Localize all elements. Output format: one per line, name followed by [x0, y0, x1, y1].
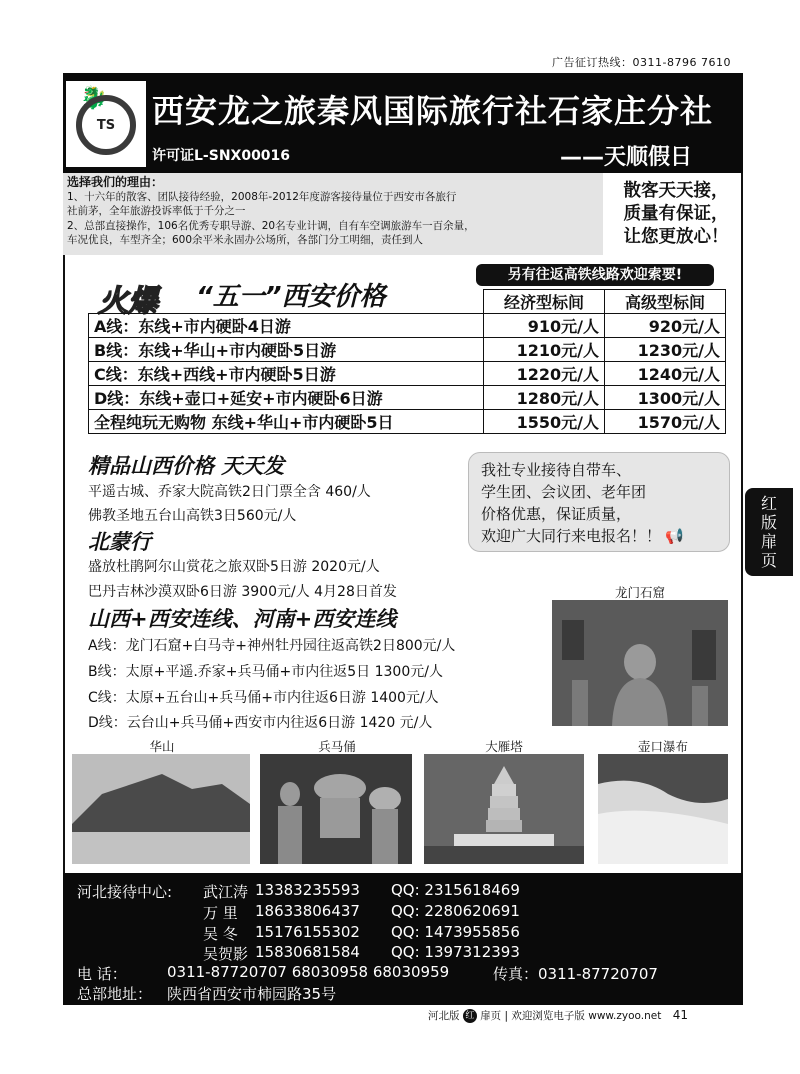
economy-price: 1210元/人 — [484, 338, 605, 362]
longmen-grottoes-image — [552, 600, 728, 726]
slogan-line: 散客天天接， — [623, 181, 729, 201]
huashan-caption: 华山 — [149, 739, 175, 754]
info-line: 欢迎广大同行来电报名！！ 📢 — [481, 527, 684, 545]
reason-line: 车况优良，车型齐全；600余平米永固办公场所，各部门分工明细，责任到人 — [67, 234, 424, 246]
separator: | — [504, 1010, 509, 1022]
contact-qq: QQ: 2315618469 — [391, 881, 520, 899]
megaphone-icon: 📢 — [665, 527, 684, 545]
side-tab-char: 页 — [760, 551, 777, 570]
reasons-box — [63, 173, 603, 255]
beimeng-line: 盛放杜鹃阿尔山赏花之旅双卧5日游 2020元/人 — [88, 559, 380, 575]
route-cell: D线：东线+壶口+延安+市内硬卧6日游 — [89, 386, 484, 410]
welcome-text: 欢迎浏览电子版 www.zyoo.net — [511, 1010, 662, 1022]
reason-line: 社前茅，全年旅游投诉率低于千分之一 — [67, 205, 246, 217]
premium-price: 1240元/人 — [605, 362, 726, 386]
combo-line: C线：太原+五台山+兵马俑+市内往返6日游 1400元/人 — [88, 690, 439, 706]
table-row — [89, 386, 726, 410]
table-row — [89, 314, 726, 338]
contact-name: 武江涛 — [203, 883, 249, 901]
contact-name: 吴 冬 — [203, 925, 238, 943]
table-row — [89, 338, 726, 362]
may-day-title: “五一”西安价格 — [196, 282, 386, 312]
contact-phone: 18633806437 — [255, 902, 360, 920]
hukou-photo — [598, 754, 728, 864]
side-tab — [745, 488, 793, 576]
hot-label: 火爆 — [98, 284, 158, 319]
page-footer — [428, 1008, 688, 1023]
table-row — [89, 410, 726, 434]
shanxi-line: 平遥古城、乔家大院高铁2日门票全含 460/人 — [88, 484, 371, 500]
dayanta-photo — [424, 754, 584, 864]
price-table-header — [89, 290, 726, 314]
premium-price: 1570元/人 — [605, 410, 726, 434]
ad-hotline: 广告征订热线：0311-8796 7610 — [552, 56, 731, 69]
contact-qq: QQ: 1473955856 — [391, 923, 520, 941]
company-name: 西安龙之旅秦风国际旅行社石家庄分社 — [152, 92, 714, 130]
combo-line: A线：龙门石窟+白马寺+神州牡丹园往返高铁2日800元/人 — [88, 638, 456, 654]
reason-line: 1、十六年的散客、团队接待经验，2008年-2012年度游客接待量位于西安市各旅行 — [67, 190, 457, 203]
col-premium: 高级型标间 — [605, 290, 726, 314]
hukou-waterfall-image — [598, 754, 728, 864]
economy-price: 910元/人 — [484, 314, 605, 338]
terracotta-warriors-image — [260, 754, 412, 864]
price-table — [88, 289, 726, 434]
premium-price: 920元/人 — [605, 314, 726, 338]
economy-price: 1280元/人 — [484, 386, 605, 410]
route-cell: B线：东线+华山+市内硬卧5日游 — [89, 338, 484, 362]
address: 陕西省西安市柿园路35号 — [167, 985, 337, 1003]
beimeng-title: 北蒙行 — [88, 530, 151, 554]
brand-name: ——天顺假日 — [560, 145, 693, 170]
slogan — [612, 180, 740, 249]
route-cell: A线：东线+市内硬卧4日游 — [89, 314, 484, 338]
route-cell: C线：东线+西线+市内硬卧5日游 — [89, 362, 484, 386]
route-cell: 全程纯玩无购物 东线+华山+市内硬卧5日 — [89, 410, 484, 434]
contact-qq: QQ: 1397312393 — [391, 943, 520, 961]
red-badge-icon: 红 — [463, 1009, 477, 1023]
economy-price: 1550元/人 — [484, 410, 605, 434]
edition-label: 河北版 — [428, 1010, 460, 1022]
huashan-mountain-image — [72, 754, 250, 864]
side-tab-char: 版 — [760, 513, 777, 532]
contact-qq: QQ: 2280620691 — [391, 902, 520, 920]
hukou-caption: 壶口瀑布 — [637, 739, 688, 754]
contact-name: 吴贺影 — [203, 945, 249, 963]
side-tab-char: 红 — [760, 494, 777, 513]
longmen-photo — [552, 600, 728, 726]
longmen-caption: 龙门石窟 — [614, 585, 665, 600]
beimeng-line: 巴丹吉林沙漠双卧6日游 3900元/人 4月28日首发 — [88, 584, 397, 600]
slogan-line: 质量有保证， — [623, 204, 729, 224]
premium-price: 1230元/人 — [605, 338, 726, 362]
address-label: 总部地址： — [77, 985, 153, 1003]
contact-phone: 15830681584 — [255, 943, 360, 961]
reasons-title: 选择我们的理由： — [67, 175, 164, 189]
contact-name: 万 里 — [203, 904, 238, 922]
contact-center-label: 河北接待中心: — [77, 883, 173, 901]
combo-line: B线：太原+平遥.乔家+兵马俑+市内往返5日 1300元/人 — [88, 664, 443, 680]
page-number: 41 — [672, 1008, 688, 1022]
slogan-line: 让您更放心！ — [623, 227, 729, 247]
contact-phone: 15176155302 — [255, 923, 360, 941]
bingmayong-photo — [260, 754, 412, 864]
economy-price: 1220元/人 — [484, 362, 605, 386]
contact-phone: 13383235593 — [255, 881, 360, 899]
shanxi-line: 佛教圣地五台山高铁3日560元/人 — [88, 508, 297, 524]
info-line: 我社专业接待自带车、 — [481, 461, 632, 479]
col-economy: 经济型标间 — [484, 290, 605, 314]
dragon-icon: 🐉 — [80, 86, 108, 111]
huashan-photo — [72, 754, 250, 864]
footer-contacts — [63, 873, 743, 1005]
info-line: 学生团、会议团、老年团 — [481, 483, 647, 501]
big-wild-goose-pagoda-image — [424, 754, 584, 864]
bingmayong-caption: 兵马俑 — [318, 739, 356, 754]
tel-numbers: 0311-87720707 68030958 68030959 — [167, 963, 450, 981]
edition-label: 扉页 — [480, 1010, 502, 1022]
combo-title: 山西+西安连线、河南+西安连线 — [88, 607, 397, 631]
combo-line: D线：云台山+兵马俑+西安市内往返6日游 1420 元/人 — [88, 715, 433, 731]
license-number: 许可证L-SNX00016 — [152, 148, 291, 164]
reason-line: 2、总部直接操作，106名优秀专职导游、20名专业计调，自有车空调旅游车一百余量， — [67, 219, 475, 232]
premium-price: 1300元/人 — [605, 386, 726, 410]
side-tab-char: 扉 — [760, 532, 777, 551]
header-blank — [89, 290, 484, 314]
info-line: 价格优惠，保证质量， — [481, 505, 632, 523]
info-box — [468, 452, 730, 552]
fax-number: 传真：0311-87720707 — [493, 965, 658, 983]
table-row — [89, 362, 726, 386]
tel-label: 电 话： — [77, 965, 127, 983]
dayanta-caption: 大雁塔 — [485, 739, 523, 754]
rail-note: 另有往返高铁线路欢迎索要! — [476, 264, 714, 286]
shanxi-title: 精品山西价格 天天发 — [88, 454, 285, 478]
logo-text: TS — [96, 118, 116, 133]
